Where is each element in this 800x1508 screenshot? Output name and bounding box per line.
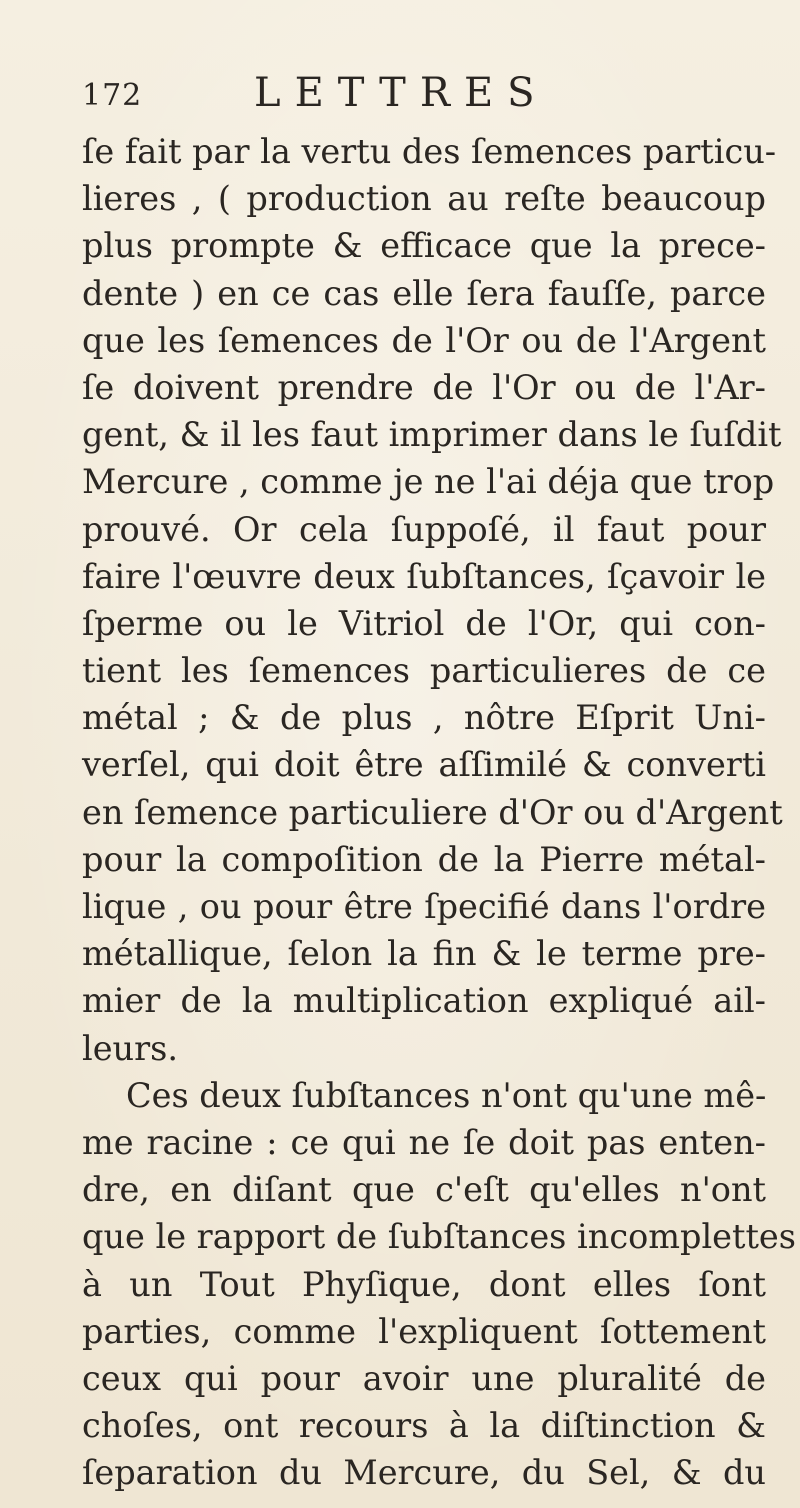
- text-line: à un Tout Phyſique, dont elles ſont: [82, 1264, 766, 1304]
- text-line: lieres , ( production au reſte beaucoup: [82, 179, 766, 219]
- text-line-paragraph-start: Ces deux ſubſtances n'ont qu'une mê-: [126, 1075, 767, 1115]
- text-line: mier de la multiplication expliqué ail-: [82, 981, 766, 1021]
- text-line: métallique, ſelon la fin & le terme pre-: [82, 934, 766, 974]
- text-line: ceux qui pour avoir une pluralité de: [82, 1358, 766, 1398]
- text-line: métal ; & de plus , nôtre Eſprit Uni-: [82, 698, 766, 738]
- text-line: ſeparation du Mercure, du Sel, & du: [82, 1453, 766, 1493]
- text-line: pour la compoſition de la Pierre métal-: [82, 839, 766, 879]
- text-line: faire l'œuvre deux ſubſtances, ſçavoir le: [82, 556, 766, 596]
- text-line: choſes, ont recours à la diſtinction &: [82, 1406, 766, 1446]
- page-number: 172: [82, 78, 143, 113]
- text-line: verſel, qui doit être aſſimilé & converti: [82, 745, 766, 785]
- text-line: en ſemence particuliere d'Or ou d'Argent: [82, 792, 783, 832]
- text-line: parties, comme l'expliquent ſottement: [82, 1311, 766, 1351]
- text-line: prouvé. Or cela ſuppoſé, il faut pour: [82, 509, 766, 549]
- text-line: ſe doivent prendre de l'Or ou de l'Ar-: [82, 367, 766, 407]
- text-line: plus prompte & efficace que la prece-: [82, 226, 766, 266]
- text-line: que les ſemences de l'Or ou de l'Argent: [82, 320, 766, 360]
- text-line: ſe fait par la vertu des ſemences particu-: [82, 132, 777, 171]
- text-line: gent, & il les faut imprimer dans le ſuſdit: [82, 415, 782, 455]
- text-line: leurs.: [82, 1028, 178, 1068]
- text-line: dre, en diſant que c'eſt qu'elles n'ont: [82, 1170, 766, 1210]
- text-line: que le rapport de ſubſtances incomplettes: [82, 1217, 796, 1257]
- text-line: tient les ſemences particulieres de ce: [82, 651, 766, 691]
- text-line: ſperme ou le Vitriol de l'Or, qui con-: [82, 603, 766, 643]
- text-line: me racine : ce qui ne ſe doit pas enten-: [82, 1122, 766, 1162]
- running-head: [82, 70, 740, 120]
- body-text: [82, 128, 796, 1496]
- text-line: Mercure , comme je ne l'ai déja que trop: [82, 462, 775, 502]
- text-line: dente ) en ce cas elle ſera fauſſe, parce: [82, 273, 766, 313]
- text-line: lique , ou pour être ſpecifié dans l'ordre: [82, 887, 766, 926]
- running-head-title: LETTRES: [254, 70, 549, 116]
